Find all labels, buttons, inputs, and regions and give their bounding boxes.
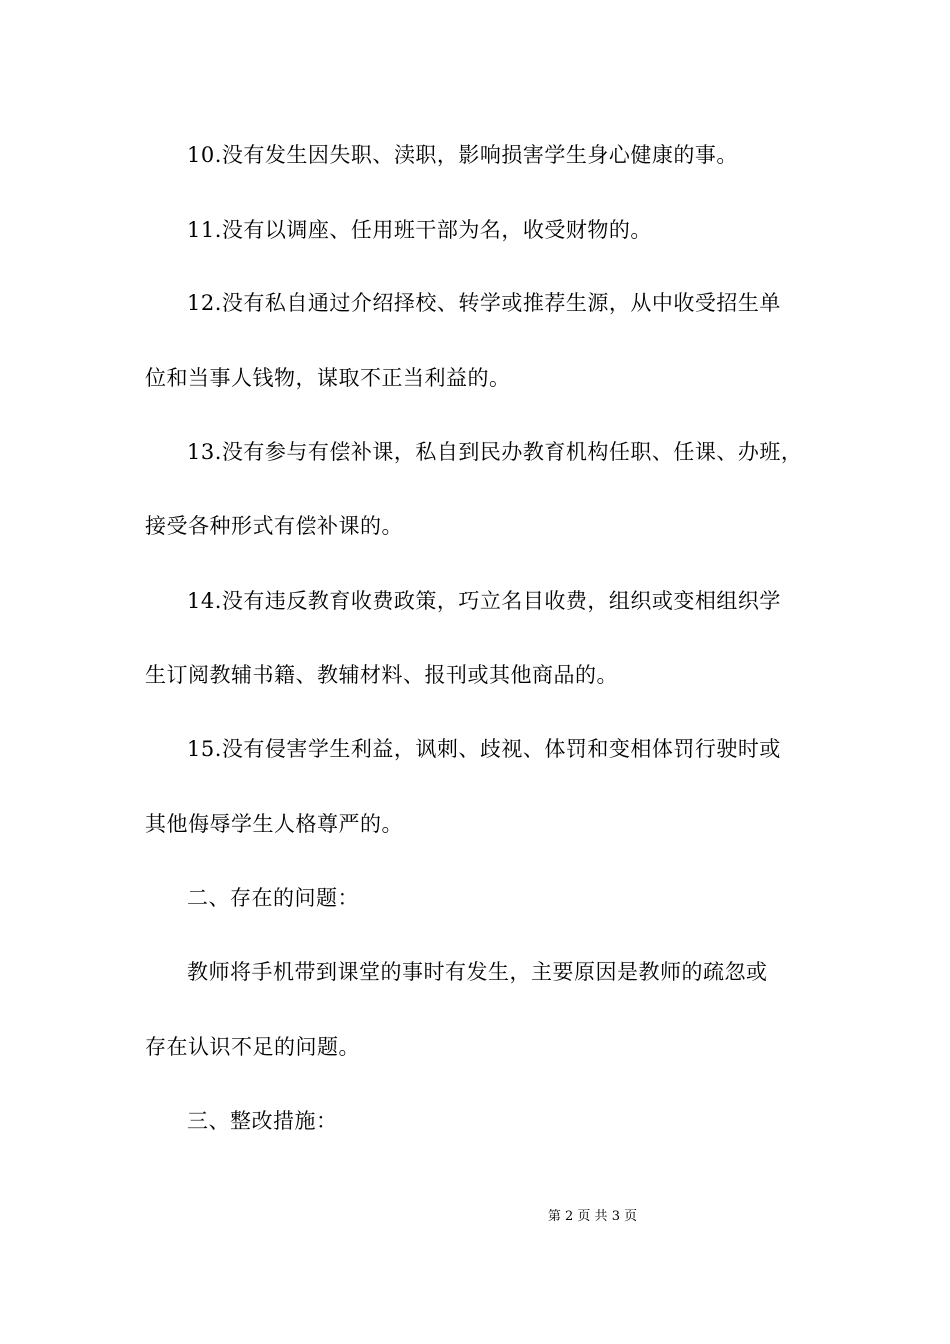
paragraph-line-item-12: 12.没有私自通过介绍择校、转学或推荐生源，从中收受招生单: [187, 291, 781, 315]
page-number-footer: 第 2 页 共 3 页: [547, 1209, 638, 1224]
paragraph-line-item-15: 15.没有侵害学生利益，讽刺、歧视、体罚和变相体罚行驶时或: [187, 737, 781, 761]
paragraph-line-item-13: 13.没有参与有偿补课，私自到民办教育机构任职、任课、办班，: [187, 440, 803, 464]
section-heading-measures: 三、整改措施：: [187, 1109, 338, 1133]
paragraph-line-item-15-cont: 其他侮辱学生人格尊严的。: [145, 812, 403, 836]
paragraph-line-item-10: 10.没有发生因失职、渎职，影响损害学生身心健康的事。: [187, 143, 738, 167]
section-heading-problems: 二、存在的问题：: [187, 886, 359, 910]
paragraph-line-item-12-cont: 位和当事人钱物，谋取不正当利益的。: [145, 366, 511, 390]
paragraph-line-problems-cont: 存在认识不足的问题。: [145, 1035, 360, 1059]
paragraph-line-item-13-cont: 接受各种形式有偿补课的。: [145, 514, 403, 538]
paragraph-line-item-14-cont: 生订阅教辅书籍、教辅材料、报刊或其他商品的。: [145, 663, 618, 687]
paragraph-line-item-11: 11.没有以调座、任用班干部为名，收受财物的。: [187, 218, 652, 242]
paragraph-line-problems: 教师将手机带到课堂的事时有发生，主要原因是教师的疏忽或: [187, 960, 768, 984]
paragraph-line-item-14: 14.没有违反教育收费政策，巧立名目收费，组织或变相组织学: [187, 589, 781, 613]
